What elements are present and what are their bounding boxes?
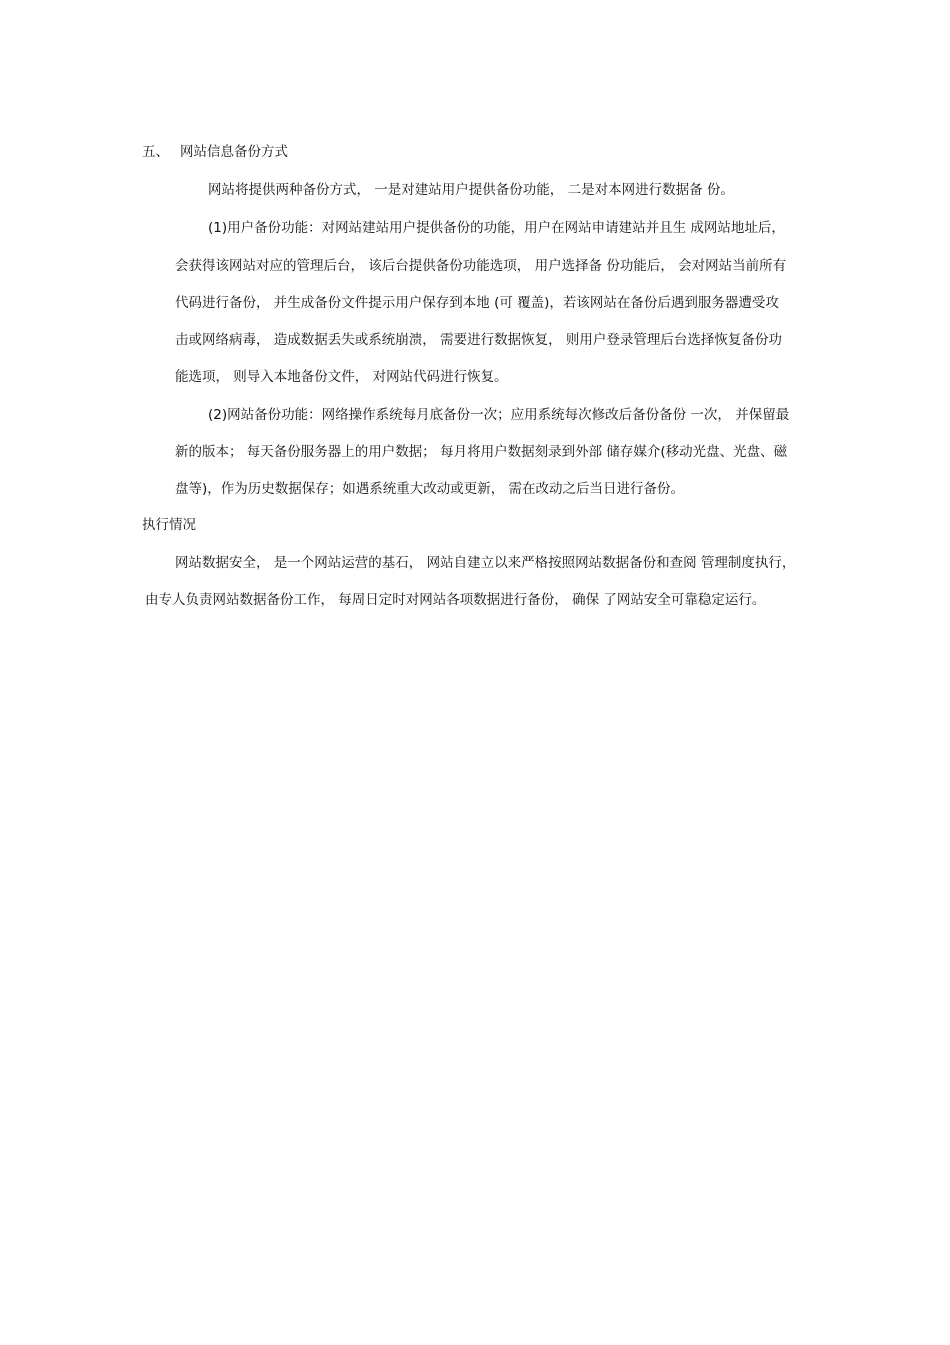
execution-title: 执行情况 bbox=[142, 517, 196, 533]
item2-line-2: 新的版本； 每天备份服务器上的用户数据； 每月将用户数据刻录到外部 储存媒介(移动光盘、光盘、磁 bbox=[175, 444, 788, 460]
item1-line-1: (1)用户备份功能：对网站建站用户提供备份的功能，用户在网站申请建站并且生 成网站地址后， bbox=[208, 220, 785, 236]
item1-line-5: 能选项， 则导入本地备份文件， 对网站代码进行恢复。 bbox=[175, 369, 508, 385]
item1-line-2: 会获得该网站对应的管理后台， 该后台提供备份功能选项， 用户选择备 份功能后， 会对网站当前所有 bbox=[175, 258, 787, 274]
item1-line-4: 击或网络病毒， 造成数据丢失或系统崩溃， 需要进行数据恢复， 则用户登录管理后台选择恢复备份功 bbox=[175, 332, 782, 348]
execution-line-2: 由专人负责网站数据备份工作， 每周日定时对网站各项数据进行备份， 确保 了网站安全可靠稳定运行。 bbox=[145, 592, 766, 608]
item2-line-3: 盘等)，作为历史数据保存；如遇系统重大改动或更新， 需在改动之后当日进行备份。 bbox=[175, 481, 685, 497]
execution-line-1: 网站数据安全， 是一个网站运营的基石， 网站自建立以来严格按照网站数据备份和查阅 管理制度执行， bbox=[175, 555, 796, 571]
section-number: 五、 bbox=[142, 144, 169, 160]
item2-line-1: (2)网站备份功能：网络操作系统每月底备份一次；应用系统每次修改后备份备份 一次， 并保留最 bbox=[208, 407, 790, 423]
section-intro: 网站将提供两种备份方式， 一是对建站用户提供备份功能， 二是对本网进行数据备 份。 bbox=[208, 182, 734, 198]
item1-line-3: 代码进行备份， 并生成备份文件提示用户保存到本地 (可 覆盖)，若该网站在备份后遇到服务器遭受攻 bbox=[175, 295, 779, 311]
section-title: 网站信息备份方式 bbox=[180, 144, 288, 160]
